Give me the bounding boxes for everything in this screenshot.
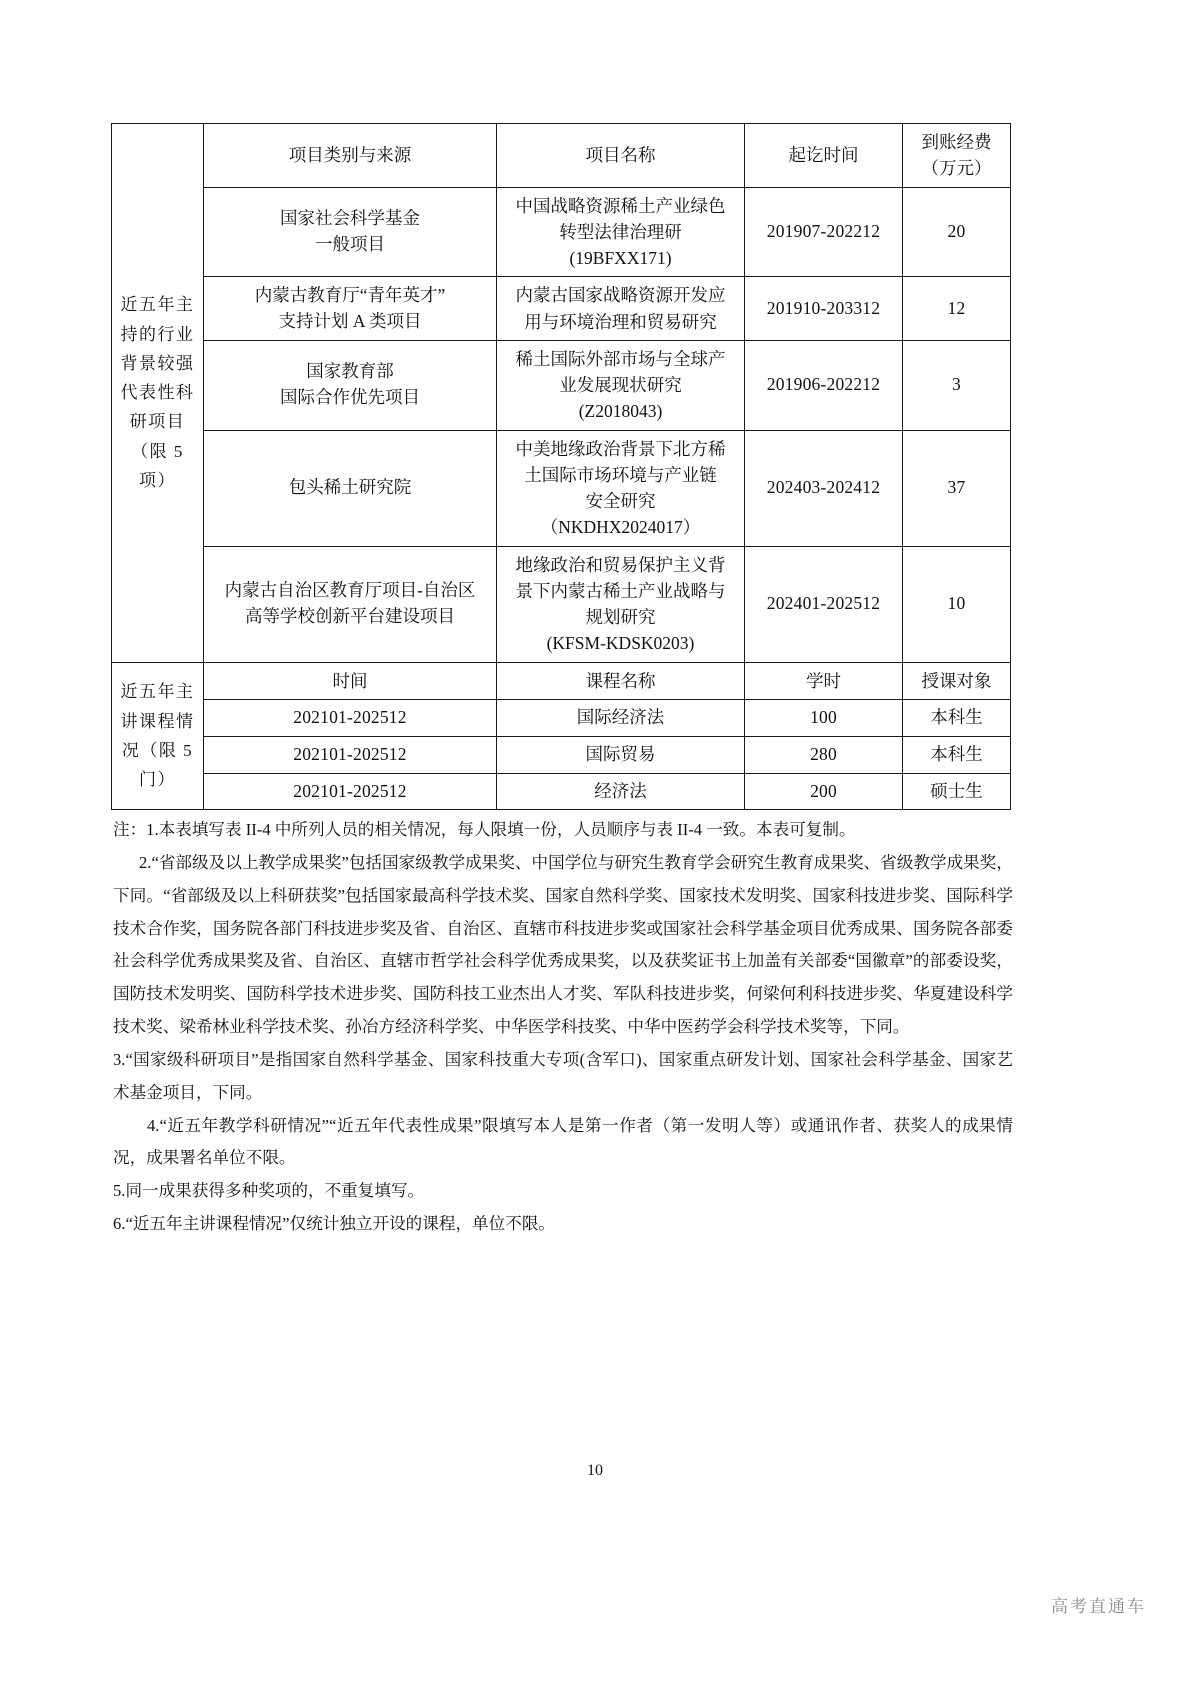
header-funding-line2: （万元） (921, 158, 992, 179)
project-source (204, 430, 497, 546)
source-line: 内蒙古教育厅“青年英才” (254, 284, 446, 305)
note-item-5: 5.同一成果获得多种奖项的，不重复填写。 (113, 1181, 425, 1201)
header-project-funding (903, 124, 1011, 188)
name-line: 安全研究 (585, 491, 656, 511)
name-line: 地缘政治和贸易保护主义背 (515, 554, 726, 575)
table-row (112, 699, 1011, 736)
project-funding: 3 (903, 340, 1011, 430)
course-name: 经济法 (497, 773, 745, 810)
project-funding: 12 (903, 277, 1011, 341)
project-period: 201907-202212 (745, 187, 903, 277)
name-line: 业发展现状研究 (559, 375, 682, 395)
label-line: （限 5 项） (131, 441, 184, 490)
label-line: 研项目 (129, 412, 186, 432)
header-course-hours: 学时 (745, 662, 903, 699)
project-name (497, 546, 745, 662)
project-funding: 10 (903, 546, 1011, 662)
table-row (112, 124, 1011, 188)
table-row (112, 430, 1011, 546)
source-line: 支持计划 A 类项目 (278, 310, 422, 331)
project-name (497, 277, 745, 341)
name-line: (19BFXX171) (569, 248, 672, 268)
table-row (112, 773, 1011, 810)
name-line: 用与环境治理和贸易研究 (524, 311, 717, 332)
name-line: 中美地缘政治背景下北方稀 (515, 438, 726, 459)
source-line: 国际合作优先项目 (280, 387, 420, 408)
name-line: 转型法律治理研 (559, 221, 682, 242)
table-row (112, 340, 1011, 430)
course-period: 202101-202512 (204, 699, 497, 736)
table-row (112, 187, 1011, 277)
course-hours: 100 (745, 699, 903, 736)
header-project-source: 项目类别与来源 (204, 124, 497, 188)
faculty-info-table (111, 123, 1011, 810)
courses-section-label (112, 662, 204, 810)
note-item-1: 注：1.本表填写表 II-4 中所列人员的相关情况，每人限填一份，人员顺序与表 II-4 一致。本表可复制。 (113, 820, 856, 839)
label-line: 近五年主 (120, 682, 195, 702)
form-table-container (111, 123, 1010, 810)
course-audience: 本科生 (903, 699, 1011, 736)
project-name (497, 187, 745, 277)
note-item-3: 3.“国家级科研项目”是指国家自然科学基金、国家科技重大专项(含军口)、国家重点研发计划、国家社会科学基金、国家艺术基金项目，下同。 (113, 1049, 1013, 1102)
source-line: 一般项目 (315, 233, 385, 254)
header-project-name: 项目名称 (497, 124, 745, 188)
course-period: 202101-202512 (204, 736, 497, 773)
name-line: 土国际市场环境与产业链 (524, 464, 717, 485)
table-row (112, 736, 1011, 773)
notes-section (113, 814, 1013, 1241)
page-number: 10 (587, 1462, 603, 1479)
projects-section-label (112, 124, 204, 663)
label-line: 近五年主 (120, 295, 195, 315)
course-period: 202101-202512 (204, 773, 497, 810)
project-name (497, 340, 745, 430)
project-funding: 20 (903, 187, 1011, 277)
table-row (112, 546, 1011, 662)
header-course-audience: 授课对象 (903, 662, 1011, 699)
source-line: 国家教育部 (306, 361, 394, 382)
source-line: 包头稀土研究院 (288, 477, 412, 498)
table-row (112, 662, 1011, 699)
course-audience: 本科生 (903, 736, 1011, 773)
label-line: 背景较强 (120, 353, 195, 373)
header-project-period: 起讫时间 (745, 124, 903, 188)
name-line: (KFSM-KDSK0203) (546, 633, 695, 654)
header-funding-line1: 到账经费 (921, 132, 992, 152)
header-course-period: 时间 (204, 662, 497, 699)
label-line: 持的行业 (120, 324, 195, 344)
project-source (204, 277, 497, 341)
note-item-4: 4.“近五年教学科研情况”“近五年代表性成果”限填写本人是第一作者（第一发明人等）或通讯作者、获奖人的成果情况，成果署名单位不限。 (113, 1115, 1013, 1168)
source-line: 内蒙古自治区教育厅项目-自治区 (224, 580, 476, 601)
header-course-name: 课程名称 (497, 662, 745, 699)
course-audience: 硕士生 (903, 773, 1011, 810)
project-period: 201910-203312 (745, 277, 903, 341)
source-line: 国家社会科学基金 (280, 207, 420, 228)
project-source (204, 340, 497, 430)
project-period: 202403-202412 (745, 430, 903, 546)
course-hours: 200 (745, 773, 903, 810)
name-line: 景下内蒙古稀土产业战略与 (515, 580, 726, 601)
project-source (204, 546, 497, 662)
table-row (112, 277, 1011, 341)
project-funding: 37 (903, 430, 1011, 546)
course-hours: 280 (745, 736, 903, 773)
label-line: 况（限 5 (121, 740, 194, 760)
name-line: （NKDHX2024017） (540, 517, 701, 538)
name-line: 中国战略资源稀土产业绿色 (515, 195, 726, 216)
note-item-6: 6.“近五年主讲课程情况”仅统计独立开设的课程，单位不限。 (113, 1214, 556, 1234)
name-line: 稀土国际外部市场与全球产 (515, 348, 726, 369)
course-name: 国际经济法 (497, 699, 745, 736)
project-period: 202401-202512 (745, 546, 903, 662)
watermark-label: 高考直通车 (1051, 1597, 1146, 1616)
name-line: 内蒙古国家战略资源开发应 (515, 285, 726, 306)
name-line: 规划研究 (585, 607, 656, 627)
label-line: 讲课程情 (120, 711, 195, 731)
project-period: 201906-202212 (745, 340, 903, 430)
course-name: 国际贸易 (497, 736, 745, 773)
label-line: 门） (139, 770, 176, 790)
project-source (204, 187, 497, 277)
project-name (497, 430, 745, 546)
name-line: (Z2018043) (578, 401, 663, 422)
label-line: 代表性科 (120, 383, 195, 403)
source-line: 高等学校创新平台建设项目 (245, 606, 455, 626)
note-item-2: 2.“省部级及以上教学成果奖”包括国家级教学成果奖、中国学位与研究生教育学会研究生教育成果奖、省级教学成果奖，下同。“省部级及以上科研获奖”包括国家最高科学技术奖、国家自然科学奖、国家技术发明奖、国家科技进步奖、国际科学技术合作奖，国务院各部门科技进步奖及省、自治区、直辖市科技进步奖或国家社会科学基金项目优秀成果、国务院各部委社会科学优秀成果奖及省、自治区、直辖市哲学社会科学优秀成果奖，以及获奖证书上加盖有关部委“国徽章”的部委设奖，国防技术发明奖、国防科学技术进步奖、国防科技工业杰出人才奖、军队科技进步奖，何梁何利科技进步奖、华夏建设科学技术奖、梁希林业科学技术奖、孙冶方经济科学奖、中华医学科技奖、中华中医药学会科学技术奖等，下同。 (113, 852, 1013, 1037)
